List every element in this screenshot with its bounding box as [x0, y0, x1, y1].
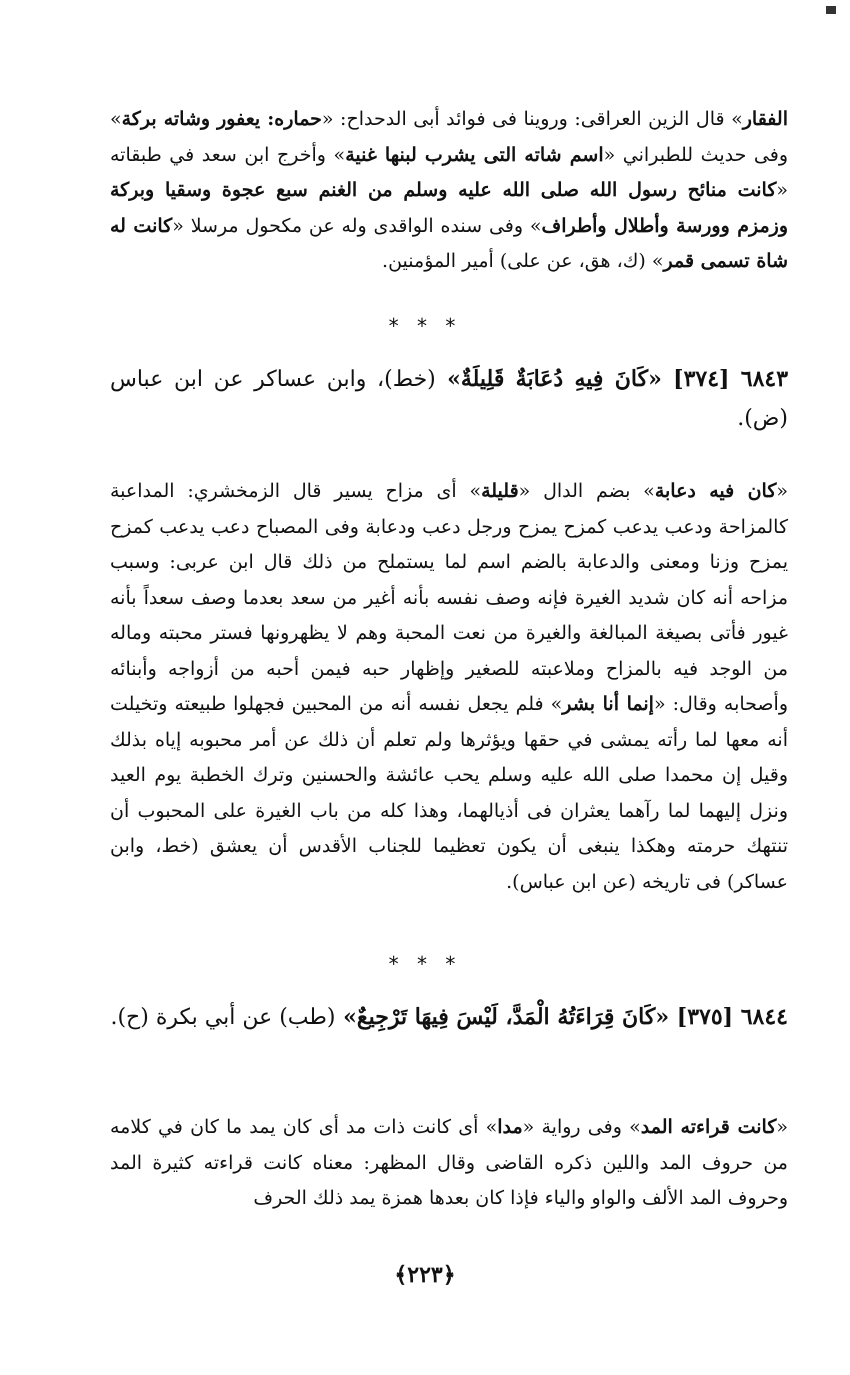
paragraph-text: [110, 474, 788, 900]
text-run: » بضم الدال «: [518, 480, 655, 502]
bold-term: اسم شاته التى يشرب لبنها غنية: [345, 143, 604, 166]
text-run: » وفى سنده الواقدى وله عن مكحول مرسلا «: [172, 214, 542, 237]
text-run: «: [776, 1116, 788, 1138]
bold-term: كانت قراءته المد: [640, 1116, 777, 1138]
text-run: » وأخرج ابن سعد في طبقاته «: [110, 143, 788, 201]
text-run: » وفى رواية «: [522, 1116, 641, 1138]
paragraph-text: [110, 1110, 788, 1217]
hadith-source: (خط)، وابن عساكر عن ابن عباس (ض).: [110, 367, 788, 431]
hadith-heading: [110, 998, 788, 1037]
section-separator: * * *: [388, 314, 462, 338]
bold-term: كانت له شاة تسمى قمر: [110, 214, 788, 272]
text-run: » قال الزين العراقى: وروينا فى فوائد أبى الدحداح: «: [321, 108, 743, 130]
hadith-text: «كَانَ قِرَاءَتُهُ الْمَدَّ، لَيْسَ فِيهَا تَرْجِيعٌ»: [343, 1004, 670, 1030]
text-run: «: [776, 480, 789, 502]
text-run: » (ك، هق، عن على) أمير المؤمنين.: [382, 250, 664, 272]
hadith-heading: [110, 360, 788, 438]
commentary-paragraph-2: [110, 474, 788, 900]
commentary-paragraph-1: [110, 102, 788, 280]
bold-term: قليلة: [481, 480, 519, 502]
hadith-source: (طب) عن أبي بكرة (ح).: [110, 1005, 336, 1030]
entry-number: ٦٨٤٤ [٣٧٥]: [676, 1004, 788, 1030]
bold-term: حماره: يعفور وشاته بركة: [121, 108, 322, 130]
text-run: » فلم يجعل نفسه أنه من المحبين فجهلوا طبيعته وتخيلت أنه معها لما رأته يمشى في حقها ويؤثرها ولم تعلم أن ذلك عن أمر محبوبه إياه بذلك وقيل إن محمدا صلى الله عليه وسلم يحب عائشة والحسنين وترك الخطبة يوم العيد ونزل إليهما لما رآهما يعثران فى أذيالهما، وهذا كله من باب الغيرة على المحبوب أن تنتهك حرمته وهكذا ينبغى أن يكون تعظيما للجناب الأقدس أن يعشق (خط، وابن عساكر) فى تاريخه (عن ابن عباس).: [110, 693, 788, 893]
page-number: ﴿٢٢٣﴾: [394, 1262, 456, 1288]
commentary-paragraph-3: [110, 1110, 788, 1217]
hadith-entry-6843: [110, 360, 788, 438]
text-run: » أى مزاح يسير قال الزمخشري: المداعبة كالمزاحة ودعب يدعب كمزح يمزح ورجل دعب ودعابة وفى المصباح دعب يدعب كمزح يمزح وزنا ومعنى والدعابة بالضم اسم لما يستملح من ذلك قال ابن عربى: وسبب مزاحه أنه كان شديد الغيرة فإنه وصف نفسه بأنه أغير من سعد بعدما وصف سعداً بأنه غيور فأتى بصيغة المبالغة والغيرة من نعت المحبة وهم لا يظهرونها فستر محبته وماله من الوجد فيه بالمزاح وملاعبته للصغير وإظهار حبه فيمن أحبه من أزواجه وأبنائه وأصحابه وقال: «: [110, 480, 788, 715]
scan-corner-mark: [826, 6, 836, 14]
entry-number: ٦٨٤٣ [٣٧٤]: [673, 366, 789, 392]
section-separator: * * *: [388, 952, 462, 976]
text-run: » وفى حديث للطبراني «: [110, 108, 788, 166]
paragraph-text: [110, 102, 788, 280]
bold-term: الفقار: [742, 108, 788, 130]
bold-term: مدا: [497, 1116, 523, 1138]
hadith-text: «كَانَ فِيهِ دُعَابَةٌ قَلِيلَةٌ»: [447, 366, 662, 392]
hadith-entry-6844: [110, 998, 788, 1037]
bold-term: كانت منائح رسول الله صلى الله عليه وسلم من الغنم سبع عجوة وسقيا وبركة وزمزم وورسة وأطلال وأطراف: [110, 179, 788, 237]
text-run: » أى كانت ذات مد أى كان يمد ما كان في كلامه من حروف المد واللين ذكره القاضى وقال المظهر: معناه كانت قراءته كثيرة المد وحروف المد الألف والواو والياء فإذا كان بعدها همزة يمد ذلك الحرف: [110, 1116, 788, 1209]
bold-term: كان فيه دعابة: [654, 480, 777, 502]
bold-term: إنما أنا بشر: [562, 693, 654, 715]
